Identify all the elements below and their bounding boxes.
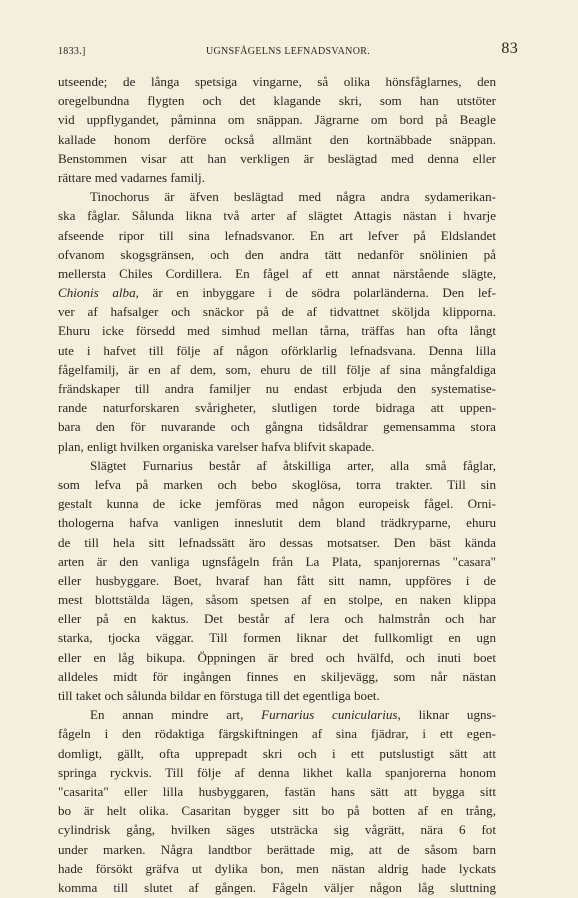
text-line: cylindrisk gång, hvilken säges utsträcka sig vågrätt, nära 6 fot — [58, 822, 496, 838]
paragraph-start-line: En annan mindre art, Furnarius cunicularius, liknar ugns- — [90, 707, 497, 723]
text-line: eller på en kaktus. Det består af lera och halmstrån och har — [58, 611, 496, 627]
text-line: fågelfamilj, är en af dem, som, ehuru de till följe af sina mångfaldiga — [58, 361, 496, 377]
text-line: vid uppflygandet, påminna om snäppan. Jägrarne om bord på Beagle — [58, 112, 496, 128]
text-line: komma till slutet af gången. Fågeln väljer någon låg sluttning — [58, 879, 496, 895]
text-line: bara den för nuvarande och gångna tidsåldrar gemensamma stora — [58, 419, 496, 435]
text-line: "casarita" eller lilla husbyggaren, fastän hans sätt att bygga sitt — [58, 783, 496, 799]
text-line: rande naturforskaren svårigheter, slutligen torde bidraga att uppen- — [58, 400, 496, 416]
scientific-name: Furnarius cunicularius — [261, 707, 398, 723]
text-line: bo är helt olika. Casaritan bygger sitt bo på botten af en trång, — [58, 803, 496, 819]
text-line: utseende; de långa spetsiga vingarne, så olika hönsfåglarnes, den — [58, 74, 496, 89]
text-line: arten är den vanliga ugnsfågeln från La Plata, spanjorernas "casara" — [58, 553, 496, 569]
page-header — [58, 40, 518, 66]
text-line: hade försökt gräfva ut dylika bon, men nästan aldrig hade lyckats — [58, 860, 496, 876]
text-line: afseende ripor till sina lefnadsvanor. En art lefver på Eldslandet — [58, 227, 496, 243]
text-line: frändskaper till andra familjer nu endast erbjuda den systematise- — [58, 381, 496, 396]
text-line: Ehuru icke försedd med simhud mellan tårna, träffas han ofta långt — [58, 323, 496, 339]
text-line: alldeles midt för ingången finnes en skiljevägg, som når nästan — [58, 668, 496, 684]
text-line: Benstommen visar att han verkligen är beslägtad med denna eller — [58, 150, 496, 166]
scientific-name: Chionis alba — [58, 285, 136, 301]
text-line: mellersta Chiles Cordillera. En fågel af ett annat närstående slägte, — [58, 265, 496, 281]
text-line: de till hela sitt lefnadssätt äro dessas motsatser. Den bäst kända — [58, 534, 496, 550]
text-line: springa ryckvis. Till följe af denna likhet kalla spanjorerna honom — [58, 764, 496, 780]
page-number: 83 — [501, 40, 518, 57]
body-text — [58, 72, 496, 897]
text-line: mest blottstälda lägen, såsom spetsen af en stolpe, en naken klippa — [58, 592, 496, 608]
text-line: som lefva på marken och bebo skoglösa, torra trakter. Till sin — [58, 476, 496, 492]
text-line: thologerna hafva vanligen inneslutit dem bland trädkryparne, ehuru — [58, 515, 496, 531]
paragraph-start-line: Tinochorus är äfven beslägtad med några andra sydamerikan- — [90, 189, 496, 205]
text-line: ska fåglar. Sålunda likna två arter af slägtet Attagis nästan i hvarje — [58, 208, 496, 224]
text-line: gestalt kunna de icke jemföras med någon europeisk fågel. Orni- — [58, 496, 496, 512]
text-line: domligt, gällt, ofta upprepadt skri och i ett putslustigt sätt att — [58, 745, 496, 761]
header-year: 1833.] — [58, 46, 86, 57]
paragraph-start-line: Slägtet Furnarius består af åtskilliga arter, alla små fåglar, — [90, 457, 496, 473]
text-line: fågeln i den rödaktiga färgskiftningen af sina fjädrar, i ett egen- — [58, 726, 496, 742]
text-line: starka, tjocka väggar. Till formen liknar det fullkomligt en ugn — [58, 630, 496, 646]
text-line: plan, enligt hvilken organiska varelser hafva blifvit skapade. — [58, 438, 375, 454]
text-line: ofvanom skogsgränsen, och den andra tätt nedanför snölinien på — [58, 246, 496, 262]
running-title: UGNSFÅGELNS LEFNADSVANOR. — [205, 46, 370, 57]
text-line: till taket och sålunda bildar en förstuga till det egentliga boet. — [58, 688, 380, 703]
text-line: eller en låg bikupa. Öppningen är bred och hvälfd, och inuti boet — [58, 649, 496, 665]
text-line: kallade honom derföre också allmänt den kortnäbbade snäppan. — [58, 131, 496, 147]
text-line: eller husbyggare. Boet, hvaraf han fått sitt namn, uppföres i de — [58, 572, 496, 588]
text-line: rättare med vadarnes familj. — [58, 169, 205, 185]
text-line: ute i hafvet till följe af någon oförklarlig lefnadsvana. Denna lilla — [58, 342, 496, 358]
text-line: oregelbundna flygten och det klagande skri, som han utstöter — [58, 93, 496, 109]
text-line-italic-start: Chionis alba, är en inbyggare i de södra polarländerna. Den lef- — [58, 285, 496, 301]
text-line: under marken. Några landtbor berättade mig, att de såsom barn — [58, 841, 496, 857]
text-line: ver af hafsalger och snäckor på de af tidvattnet sköljda klipporna. — [58, 304, 496, 320]
